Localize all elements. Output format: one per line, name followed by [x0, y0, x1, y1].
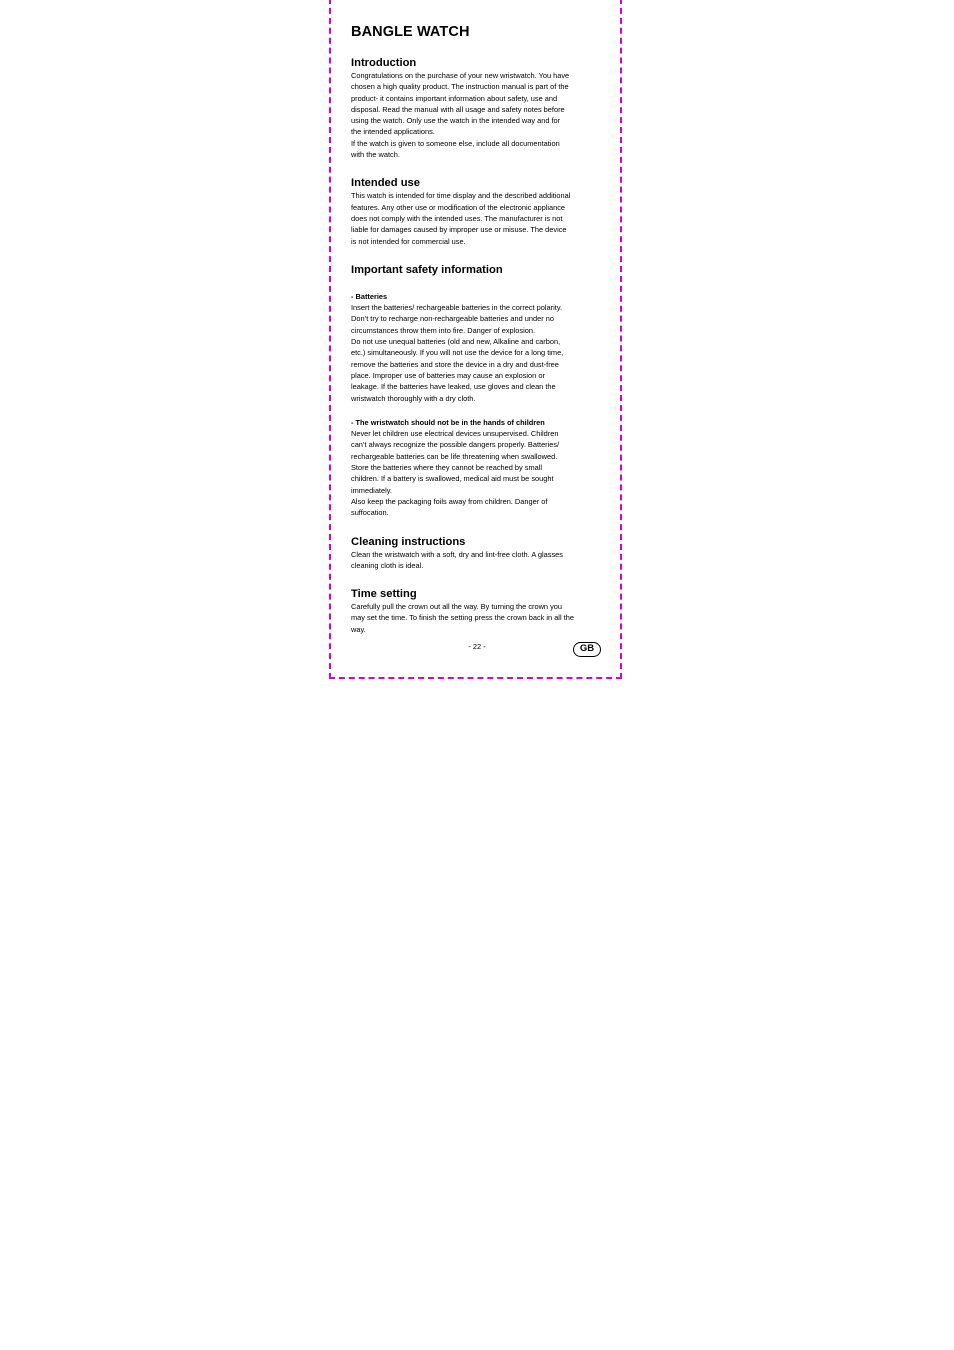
section-cleaning	[351, 535, 603, 572]
page-number: - 22 -	[468, 642, 486, 651]
section-heading: Cleaning instructions	[351, 535, 466, 548]
subsection-children	[351, 417, 603, 519]
subsection-body: Insert the batteries/ rechargeable batteries in the correct polarity. Don’t try to recharge non-rechargeable batteries and under no circumstances throw them into fire. Danger of explosion. Do not use unequal batteries (old and new, Alkaline and carbon, etc.) simultaneously. If you will not use the device for a long time, remove the batteries and store the device in a dry and dust-free place. Improper use of batteries may cause an explosion or leakage. If the batteries have leaked, use gloves and clean the wristwatch thoroughly with a dry cloth.	[351, 303, 564, 403]
section-intended-use	[351, 176, 603, 246]
section-body: Carefully pull the crown out all the way. By turning the crown you may set the time. To finish the setting press the crown back in all the way.	[351, 602, 574, 634]
section-heading: Introduction	[351, 57, 417, 69]
subsection-body: Never let children use electrical devices unsupervised. Children can’t always recognize the possible dangers properly. Batteries/ rechargeable batteries can be life threatening when swallowed. Store the batteries where they cannot be reached by small children. If a battery is swallowed, medical aid must be sought immediately. Also keep the packaging foils away from children. Danger of suffocation.	[351, 429, 560, 518]
manual-page-content	[351, 23, 603, 635]
section-heading: Important safety information	[351, 263, 503, 276]
subsection-batteries	[351, 291, 603, 404]
section-body: Congratulations on the purchase of your new wristwatch. You have chosen a high quality product. The instruction manual is part of the product- it contains important information about safety, use and disposal. Read the manual with all usage and safety notes before using the watch. Only use the watch in the intended way and for the intended applications. If the watch is given to someone else, include all documentation with the watch.	[351, 71, 570, 160]
subsection-heading: - Batteries	[351, 291, 388, 301]
document-title: BANGLE WATCH	[351, 24, 470, 40]
section-body: Clean the wristwatch with a soft, dry and lint-free cloth. A glasses cleaning cloth is ideal.	[351, 549, 563, 570]
section-safety	[351, 263, 603, 519]
section-time-setting	[351, 587, 603, 635]
language-badge: GB	[573, 642, 601, 657]
section-heading: Intended use	[351, 177, 420, 190]
section-introduction	[351, 56, 603, 160]
section-heading: Time setting	[351, 588, 417, 601]
subsection-heading: - The wristwatch should not be in the hands of children	[351, 417, 545, 427]
section-body: This watch is intended for time display and the described additional features. Any other use or modification of the electronic appliance does not comply with the intended uses. The manufacturer is not liable for damages caused by improper use or misuse. The device is not intended for commercial use.	[351, 191, 571, 246]
